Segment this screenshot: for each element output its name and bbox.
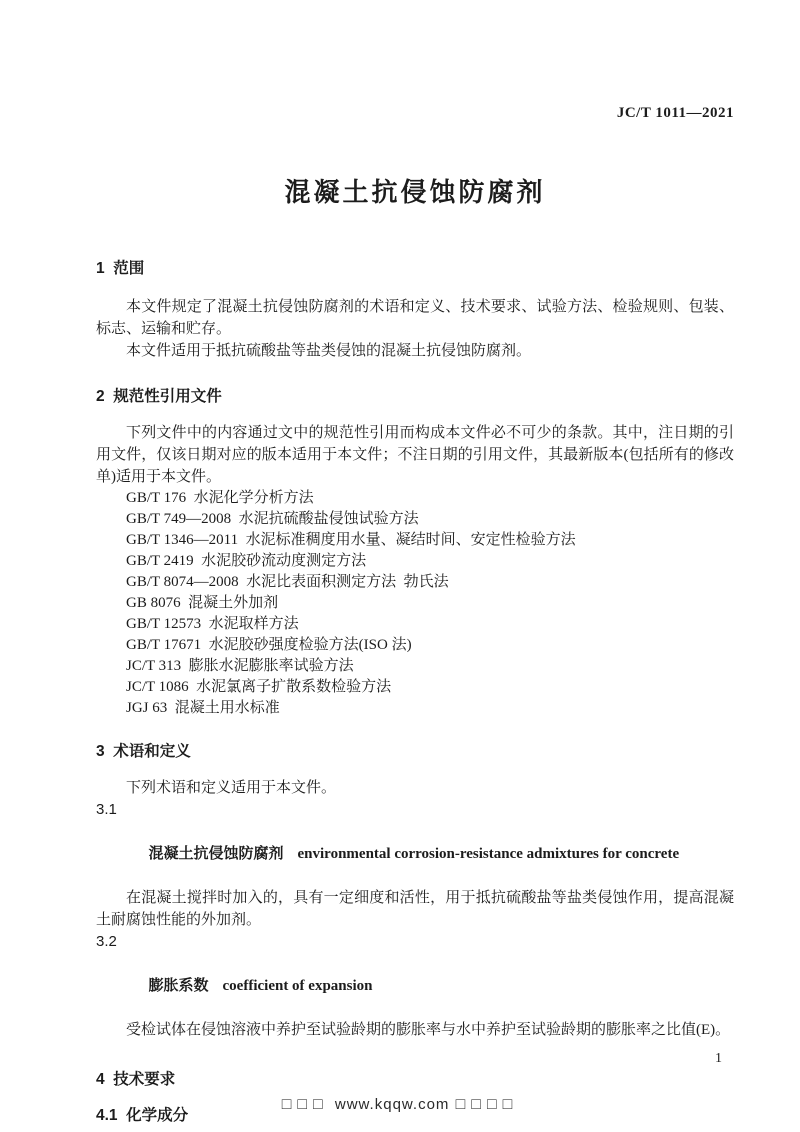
section-3-intro: 下列术语和定义适用于本文件。 xyxy=(126,780,337,796)
term-chinese: 混凝土抗侵蚀防腐剂 xyxy=(148,845,284,862)
normative-references-list xyxy=(96,488,734,719)
page-number: 1 xyxy=(715,1051,722,1066)
term-chinese: 膨胀系数 xyxy=(148,977,209,994)
term-definition: 在混凝土搅拌时加入的，具有一定细度和活性，用于抵抗硫酸盐等盐类侵蚀作用，提高混凝土耐腐蚀性能的外加剂。 xyxy=(96,890,734,928)
section-1-heading: 1 范围 xyxy=(96,260,145,277)
reference-item: GB/T 17671 水泥胶砂强度检验方法(ISO 法) xyxy=(126,637,412,653)
section-4-heading: 4 技术要求 xyxy=(96,1071,176,1088)
footer-boxes-right: □□□□ xyxy=(455,1096,519,1113)
term-entry xyxy=(96,821,734,887)
document-title: 混凝土抗侵蚀防腐剂 xyxy=(284,177,546,207)
reference-item: JGJ 63 混凝土用水标准 xyxy=(126,700,280,716)
section-2-heading: 2 规范性引用文件 xyxy=(96,388,222,405)
section-1-paragraph-1: 本文件规定了混凝土抗侵蚀防腐剂的术语和定义、技术要求、试验方法、检验规则、包装、标志、运输和贮存。 xyxy=(96,299,734,337)
reference-item: GB/T 8074—2008 水泥比表面积测定方法 勃氏法 xyxy=(126,574,449,590)
footer-url: www.kqqw.com xyxy=(334,1096,450,1113)
section-3-heading: 3 术语和定义 xyxy=(96,743,191,760)
footer-boxes-left: □□□ xyxy=(281,1096,329,1113)
term-definition: 受检试体在侵蚀溶液中养护至试验龄期的膨胀率与水中养护至试验龄期的膨胀率之比值(E)。 xyxy=(126,1022,731,1038)
section-4-1-heading: 4.1 化学成分 xyxy=(96,1107,189,1124)
term-number: 3.2 xyxy=(96,933,117,950)
reference-item: GB/T 1346—2011 水泥标准稠度用水量、凝结时间、安定性检验方法 xyxy=(126,532,576,548)
section-1-paragraph-2: 本文件适用于抵抗硫酸盐等盐类侵蚀的混凝土抗侵蚀防腐剂。 xyxy=(126,343,532,359)
reference-item: JC/T 313 膨胀水泥膨胀率试验方法 xyxy=(126,658,354,674)
reference-item: GB/T 2419 水泥胶砂流动度测定方法 xyxy=(126,553,367,569)
reference-item: GB/T 749—2008 水泥抗硫酸盐侵蚀试验方法 xyxy=(126,511,419,527)
term-entry xyxy=(96,953,734,1019)
reference-item: GB/T 12573 水泥取样方法 xyxy=(126,616,299,632)
reference-item: GB 8076 混凝土外加剂 xyxy=(126,595,279,611)
reference-item: GB/T 176 水泥化学分析方法 xyxy=(126,490,314,506)
standard-number-header: JC/T 1011—2021 xyxy=(616,105,734,121)
term-english: coefficient of expansion xyxy=(222,978,373,994)
reference-item: JC/T 1086 水泥氯离子扩散系数检验方法 xyxy=(126,679,392,695)
term-number: 3.1 xyxy=(96,801,117,818)
section-2-intro: 下列文件中的内容通过文中的规范性引用而构成本文件必不可少的条款。其中，注日期的引用文件，仅该日期对应的版本适用于本文件；不注日期的引用文件，其最新版本(包括所有的修改单)适用于本文件。 xyxy=(96,425,734,485)
footer-watermark xyxy=(0,1094,800,1116)
term-english: environmental corrosion-resistance admixtures for concrete xyxy=(297,846,680,862)
